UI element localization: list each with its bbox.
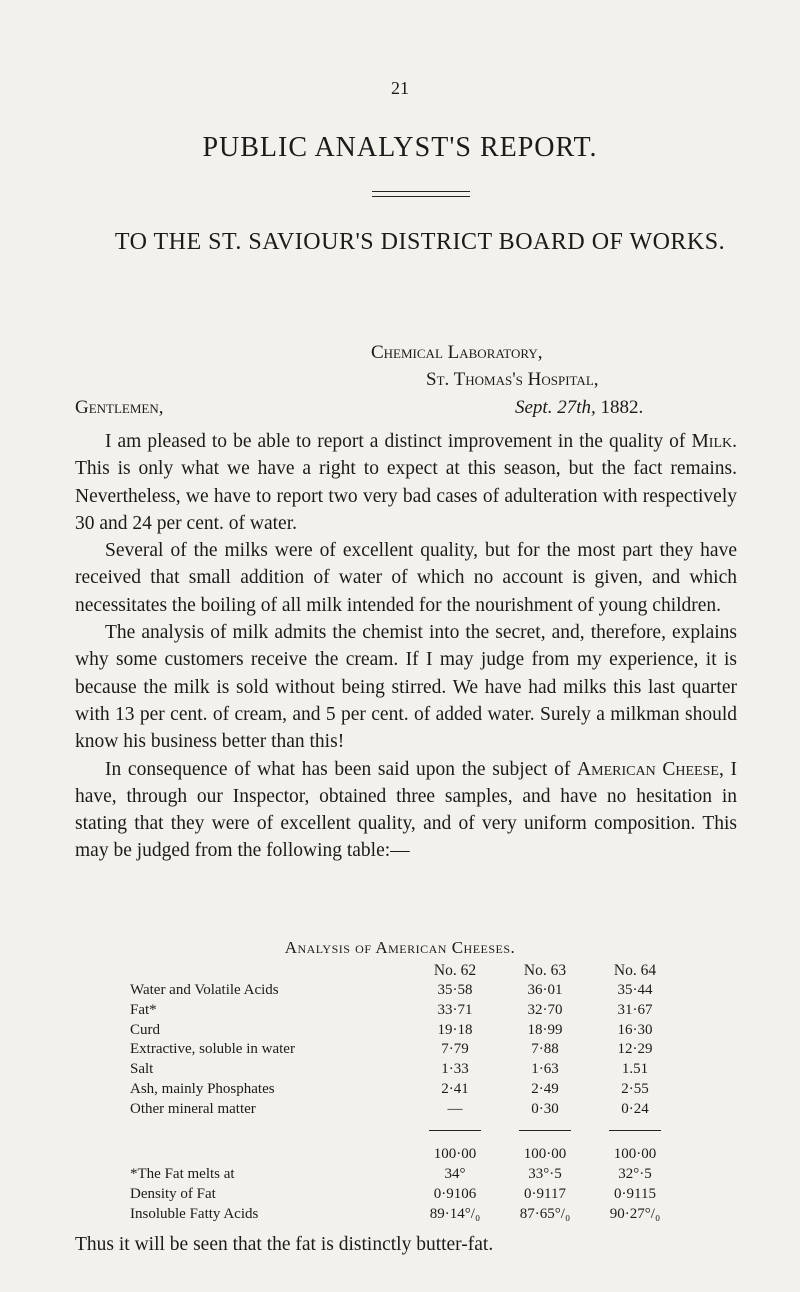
table-cell: 7·88: [531, 1041, 559, 1058]
table-row: [0, 1059, 800, 1079]
table-cell: 2·55: [621, 1081, 649, 1097]
table-cell: 0·24: [621, 1100, 649, 1117]
table-cell: 100·00: [613, 1146, 657, 1162]
table-cell: 35·44: [617, 982, 653, 998]
table-cell: 34°: [444, 1166, 466, 1182]
table-cell: 19·18: [437, 1021, 473, 1038]
salutation: Gentlemen,: [75, 397, 164, 418]
paragraph: [75, 619, 737, 755]
table-cell: 1·63: [531, 1061, 559, 1078]
table-cell: No. 64: [613, 962, 657, 979]
row-label: Salt: [130, 1061, 154, 1078]
report-title: PUBLIC ANALYST'S REPORT.: [202, 132, 598, 163]
table-cell: 31·67: [617, 1001, 653, 1018]
table-cell: 36·01: [527, 982, 563, 998]
fat-property-row: [0, 1164, 800, 1184]
row-label: Insoluble Fatty Acids: [130, 1205, 259, 1222]
paragraph-text: I am pleased to be able to report a distinct improvement in the quality of: [105, 431, 692, 452]
row-label: Fat*: [130, 1001, 157, 1018]
paragraph-text: , I have, through our Inspector, obtained three samples, and have no hesitation in stating that they were of excellent quality, and of very uniform composition. This may be judged from the following table:—: [75, 758, 737, 862]
table-cell: 2·49: [531, 1081, 559, 1097]
table-row: [0, 1099, 800, 1119]
table-row: [0, 1000, 800, 1020]
row-label: Extractive, soluble in water: [130, 1041, 295, 1058]
title-divider: [372, 191, 470, 192]
hospital-line: St. Thomas's Hospital,: [426, 369, 599, 390]
date-year: 1882.: [600, 397, 644, 418]
table-cell: 0·9117: [524, 1185, 566, 1202]
table-cell: 18·99: [527, 1021, 563, 1038]
table-cell: 32°·5: [618, 1166, 652, 1182]
paragraph-text: . This is only what we have a right to expect at this season, but the fact remains. Nevertheless, we have to report two very bad cases of adulteration with respectively 30 and 24 per cent. of water.: [75, 431, 737, 534]
paragraph: [75, 428, 737, 537]
table-row: [0, 1039, 800, 1059]
addressee-heading: TO THE ST. SAVIOUR'S DISTRICT BOARD OF WORKS.: [114, 229, 726, 255]
table-cell: 0·9115: [614, 1185, 656, 1202]
paragraph: [75, 756, 737, 865]
table-cell: 2·41: [441, 1081, 469, 1097]
table-cell: 100·00: [523, 1146, 567, 1162]
total-rule: [429, 1130, 481, 1131]
row-label: Density of Fat: [130, 1185, 216, 1202]
table-cell: No. 63: [523, 962, 567, 979]
table-row: [0, 980, 800, 1000]
date-day: Sept. 27th,: [515, 397, 596, 418]
table-row: [0, 1020, 800, 1040]
table-cell: No. 62: [433, 962, 477, 979]
table-cell: 35·58: [437, 982, 473, 998]
table-row: [0, 1079, 800, 1099]
table-cell: 1·33: [441, 1061, 469, 1078]
emphasized-term: American Cheese: [577, 758, 719, 780]
table-cell: 87·65°/₀: [519, 1205, 571, 1222]
report-body: [75, 428, 737, 865]
page-number: 21: [391, 78, 409, 98]
total-rule: [609, 1130, 661, 1131]
table-cell: 89·14°/₀: [429, 1205, 481, 1222]
table-cell: 12·29: [617, 1041, 653, 1058]
table-cell: 33·71: [437, 1001, 473, 1018]
paragraph-text: The analysis of milk admits the chemist into the secret, and, therefore, explains why some customers receive the cream. If I may judge from my experience, it is because the milk is sold without being stirred. We have had milks this last quarter with 13 per cent. of cream, and 5 per cent. of added water. Surely a milkman should know his business better than this!: [75, 622, 737, 753]
paragraph-text: Several of the milks were of excellent quality, but for the most part they have received that small addition of water of which no account is given, and which necessitates the boiling of all milk intended for the nourishment of young children.: [75, 540, 737, 616]
fat-property-row: [0, 1204, 800, 1224]
table-title: Analysis of American Cheeses.: [284, 938, 516, 957]
table-cell: 1.51: [621, 1061, 649, 1078]
row-label: Ash, mainly Phosphates: [130, 1081, 275, 1097]
laboratory-line: Chemical Laboratory,: [371, 342, 543, 363]
emphasized-term: Milk: [691, 431, 733, 452]
table-cell: 0·30: [531, 1100, 559, 1117]
fat-property-row: [0, 1184, 800, 1204]
table-cell: 0·9106: [433, 1185, 477, 1202]
table-cell: 100·00: [433, 1146, 477, 1162]
conclusion-line: Thus it will be seen that the fat is distinctly butter-fat.: [75, 1234, 494, 1255]
title-divider-lower: [372, 196, 470, 197]
table-cell: 90·27°/₀: [609, 1205, 661, 1222]
table-header: [0, 961, 800, 981]
total-rule: [519, 1130, 571, 1131]
row-label: Curd: [130, 1021, 160, 1038]
table-cell: 32·70: [527, 1001, 563, 1018]
paragraph-text: In consequence of what has been said upon the subject of: [105, 758, 578, 780]
table-cell: —: [447, 1100, 463, 1117]
table-cell: 7·79: [441, 1041, 469, 1058]
row-label: Other mineral matter: [130, 1100, 256, 1117]
row-label: *The Fat melts at: [130, 1166, 235, 1182]
letter-date: [515, 397, 643, 419]
totals-row: [0, 1144, 800, 1164]
row-label: Water and Volatile Acids: [130, 982, 279, 998]
table-cell: 16·30: [617, 1021, 653, 1038]
paragraph: [75, 537, 737, 619]
table-cell: 33°·5: [528, 1166, 562, 1182]
